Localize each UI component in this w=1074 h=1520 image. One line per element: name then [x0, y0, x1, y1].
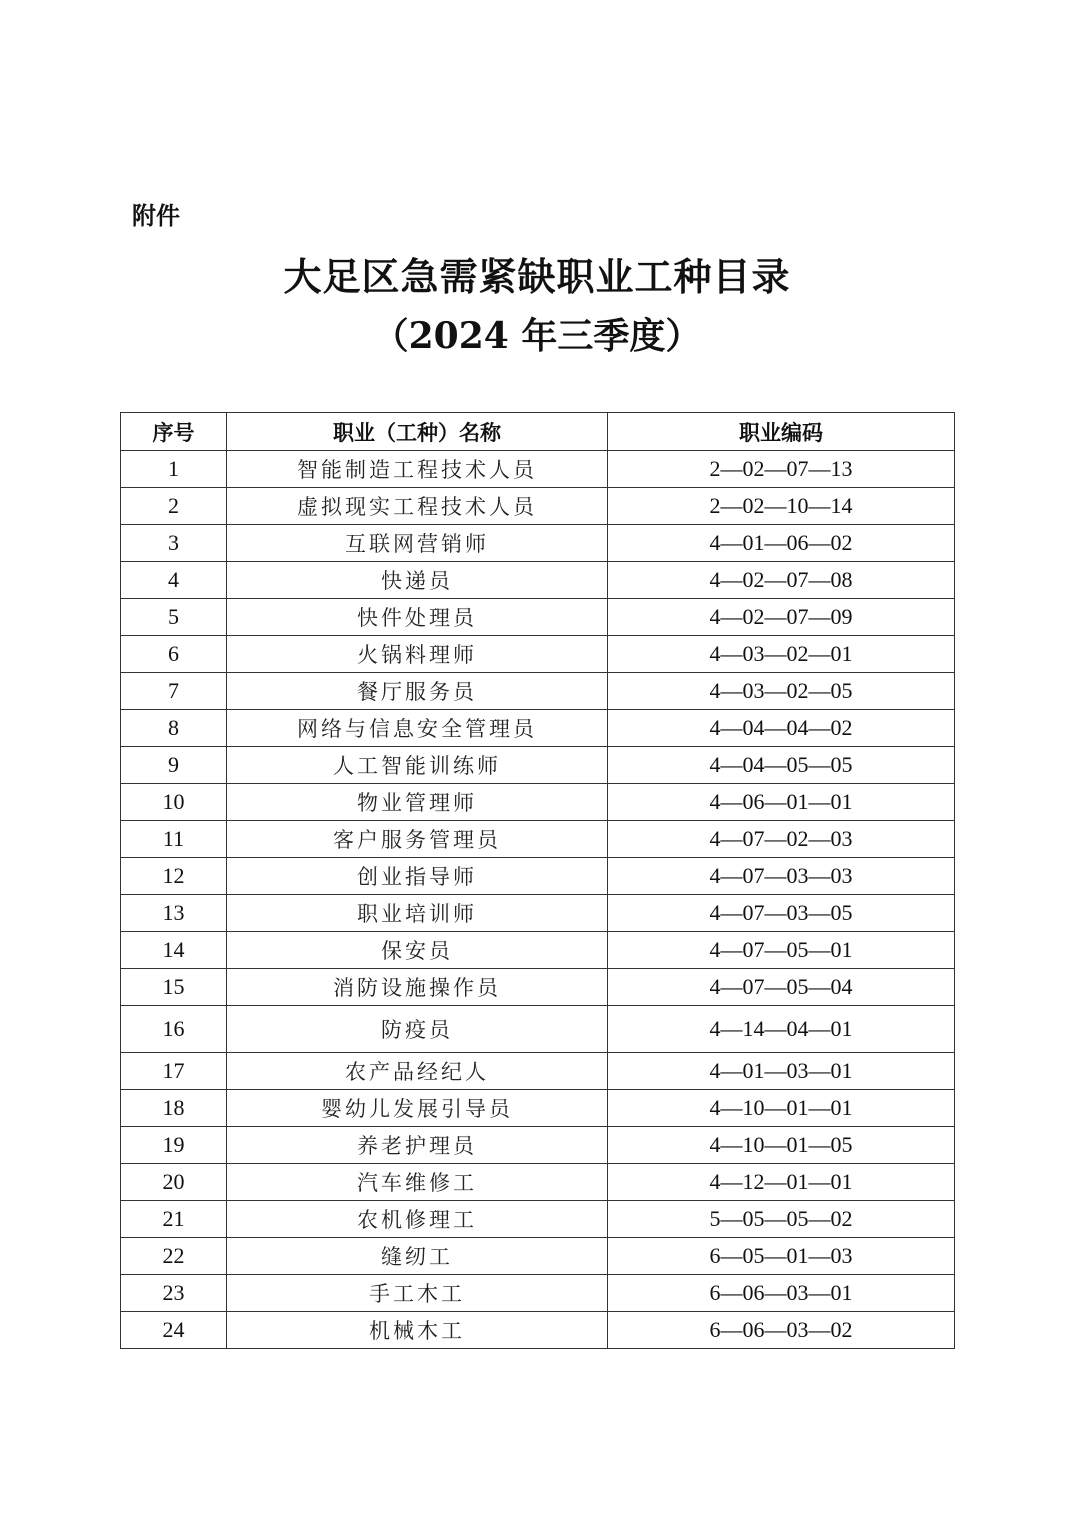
- table-row: [121, 1006, 955, 1053]
- row-occupation-name: 火锅料理师: [227, 636, 608, 673]
- occupation-catalog-table: [120, 412, 955, 1349]
- row-serial-number: 24: [121, 1312, 227, 1349]
- row-occupation-code: 6—06—03—01: [608, 1275, 955, 1312]
- row-serial-number: 4: [121, 562, 227, 599]
- row-occupation-name: 防疫员: [227, 1006, 608, 1053]
- row-serial-number: 3: [121, 525, 227, 562]
- row-occupation-name: 创业指导师: [227, 858, 608, 895]
- row-occupation-code: 4—04—04—02: [608, 710, 955, 747]
- table-row: [121, 895, 955, 932]
- row-serial-number: 14: [121, 932, 227, 969]
- table-row: [121, 451, 955, 488]
- header-occupation-code: 职业编码: [608, 413, 955, 451]
- row-serial-number: 1: [121, 451, 227, 488]
- row-occupation-code: 4—01—06—02: [608, 525, 955, 562]
- row-occupation-name: 人工智能训练师: [227, 747, 608, 784]
- table-row: [121, 1164, 955, 1201]
- row-occupation-name: 快件处理员: [227, 599, 608, 636]
- row-serial-number: 18: [121, 1090, 227, 1127]
- row-occupation-name: 机械木工: [227, 1312, 608, 1349]
- row-serial-number: 15: [121, 969, 227, 1006]
- table-row: [121, 673, 955, 710]
- row-occupation-name: 虚拟现实工程技术人员: [227, 488, 608, 525]
- table-row: [121, 710, 955, 747]
- row-serial-number: 10: [121, 784, 227, 821]
- row-occupation-code: 4—03—02—01: [608, 636, 955, 673]
- row-occupation-code: 5—05—05—02: [608, 1201, 955, 1238]
- row-occupation-code: 6—06—03—02: [608, 1312, 955, 1349]
- table-row: [121, 1238, 955, 1275]
- row-occupation-code: 4—14—04—01: [608, 1006, 955, 1053]
- table-row: [121, 636, 955, 673]
- row-serial-number: 11: [121, 821, 227, 858]
- row-occupation-name: 职业培训师: [227, 895, 608, 932]
- row-occupation-name: 保安员: [227, 932, 608, 969]
- table-row: [121, 784, 955, 821]
- table-row: [121, 1090, 955, 1127]
- row-occupation-name: 婴幼儿发展引导员: [227, 1090, 608, 1127]
- row-occupation-code: 2—02—07—13: [608, 451, 955, 488]
- row-occupation-code: 4—03—02—05: [608, 673, 955, 710]
- row-occupation-code: 4—07—02—03: [608, 821, 955, 858]
- row-occupation-code: 4—07—05—01: [608, 932, 955, 969]
- table-row: [121, 1053, 955, 1090]
- row-occupation-name: 汽车维修工: [227, 1164, 608, 1201]
- row-serial-number: 7: [121, 673, 227, 710]
- table-row: [121, 932, 955, 969]
- row-occupation-code: 2—02—10—14: [608, 488, 955, 525]
- row-serial-number: 16: [121, 1006, 227, 1053]
- row-occupation-name: 养老护理员: [227, 1127, 608, 1164]
- table-row: [121, 525, 955, 562]
- table-row: [121, 599, 955, 636]
- row-serial-number: 8: [121, 710, 227, 747]
- table-row: [121, 1312, 955, 1349]
- header-serial-number: 序号: [121, 413, 227, 451]
- row-occupation-name: 快递员: [227, 562, 608, 599]
- table-row: [121, 1201, 955, 1238]
- row-serial-number: 23: [121, 1275, 227, 1312]
- row-serial-number: 5: [121, 599, 227, 636]
- row-occupation-name: 物业管理师: [227, 784, 608, 821]
- row-occupation-name: 缝纫工: [227, 1238, 608, 1275]
- row-occupation-name: 网络与信息安全管理员: [227, 710, 608, 747]
- row-occupation-name: 智能制造工程技术人员: [227, 451, 608, 488]
- row-occupation-code: 6—05—01—03: [608, 1238, 955, 1275]
- table-header-row: [121, 413, 955, 451]
- row-occupation-name: 餐厅服务员: [227, 673, 608, 710]
- row-occupation-name: 互联网营销师: [227, 525, 608, 562]
- row-occupation-code: 4—12—01—01: [608, 1164, 955, 1201]
- row-serial-number: 2: [121, 488, 227, 525]
- header-occupation-name: 职业（工种）名称: [227, 413, 608, 451]
- attachment-label: 附件: [132, 202, 180, 230]
- row-serial-number: 21: [121, 1201, 227, 1238]
- row-occupation-code: 4—07—03—03: [608, 858, 955, 895]
- table-row: [121, 747, 955, 784]
- row-serial-number: 20: [121, 1164, 227, 1201]
- row-occupation-code: 4—10—01—05: [608, 1127, 955, 1164]
- row-occupation-code: 4—02—07—09: [608, 599, 955, 636]
- table-row: [121, 562, 955, 599]
- row-occupation-code: 4—01—03—01: [608, 1053, 955, 1090]
- table-body: [121, 451, 955, 1349]
- row-serial-number: 6: [121, 636, 227, 673]
- row-occupation-name: 农机修理工: [227, 1201, 608, 1238]
- table-row: [121, 969, 955, 1006]
- row-occupation-name: 消防设施操作员: [227, 969, 608, 1006]
- row-serial-number: 22: [121, 1238, 227, 1275]
- row-occupation-code: 4—10—01—01: [608, 1090, 955, 1127]
- row-serial-number: 19: [121, 1127, 227, 1164]
- table-row: [121, 1275, 955, 1312]
- row-serial-number: 12: [121, 858, 227, 895]
- table-row: [121, 1127, 955, 1164]
- row-occupation-name: 农产品经纪人: [227, 1053, 608, 1090]
- table-row: [121, 821, 955, 858]
- row-occupation-code: 4—06—01—01: [608, 784, 955, 821]
- row-occupation-name: 手工木工: [227, 1275, 608, 1312]
- page-subtitle: （2024 年三季度）: [372, 315, 702, 357]
- page-title: 大足区急需紧缺职业工种目录: [283, 254, 791, 299]
- table-row: [121, 488, 955, 525]
- row-occupation-name: 客户服务管理员: [227, 821, 608, 858]
- row-serial-number: 13: [121, 895, 227, 932]
- table-row: [121, 858, 955, 895]
- row-occupation-code: 4—02—07—08: [608, 562, 955, 599]
- row-occupation-code: 4—04—05—05: [608, 747, 955, 784]
- row-serial-number: 9: [121, 747, 227, 784]
- row-serial-number: 17: [121, 1053, 227, 1090]
- row-occupation-code: 4—07—05—04: [608, 969, 955, 1006]
- row-occupation-code: 4—07—03—05: [608, 895, 955, 932]
